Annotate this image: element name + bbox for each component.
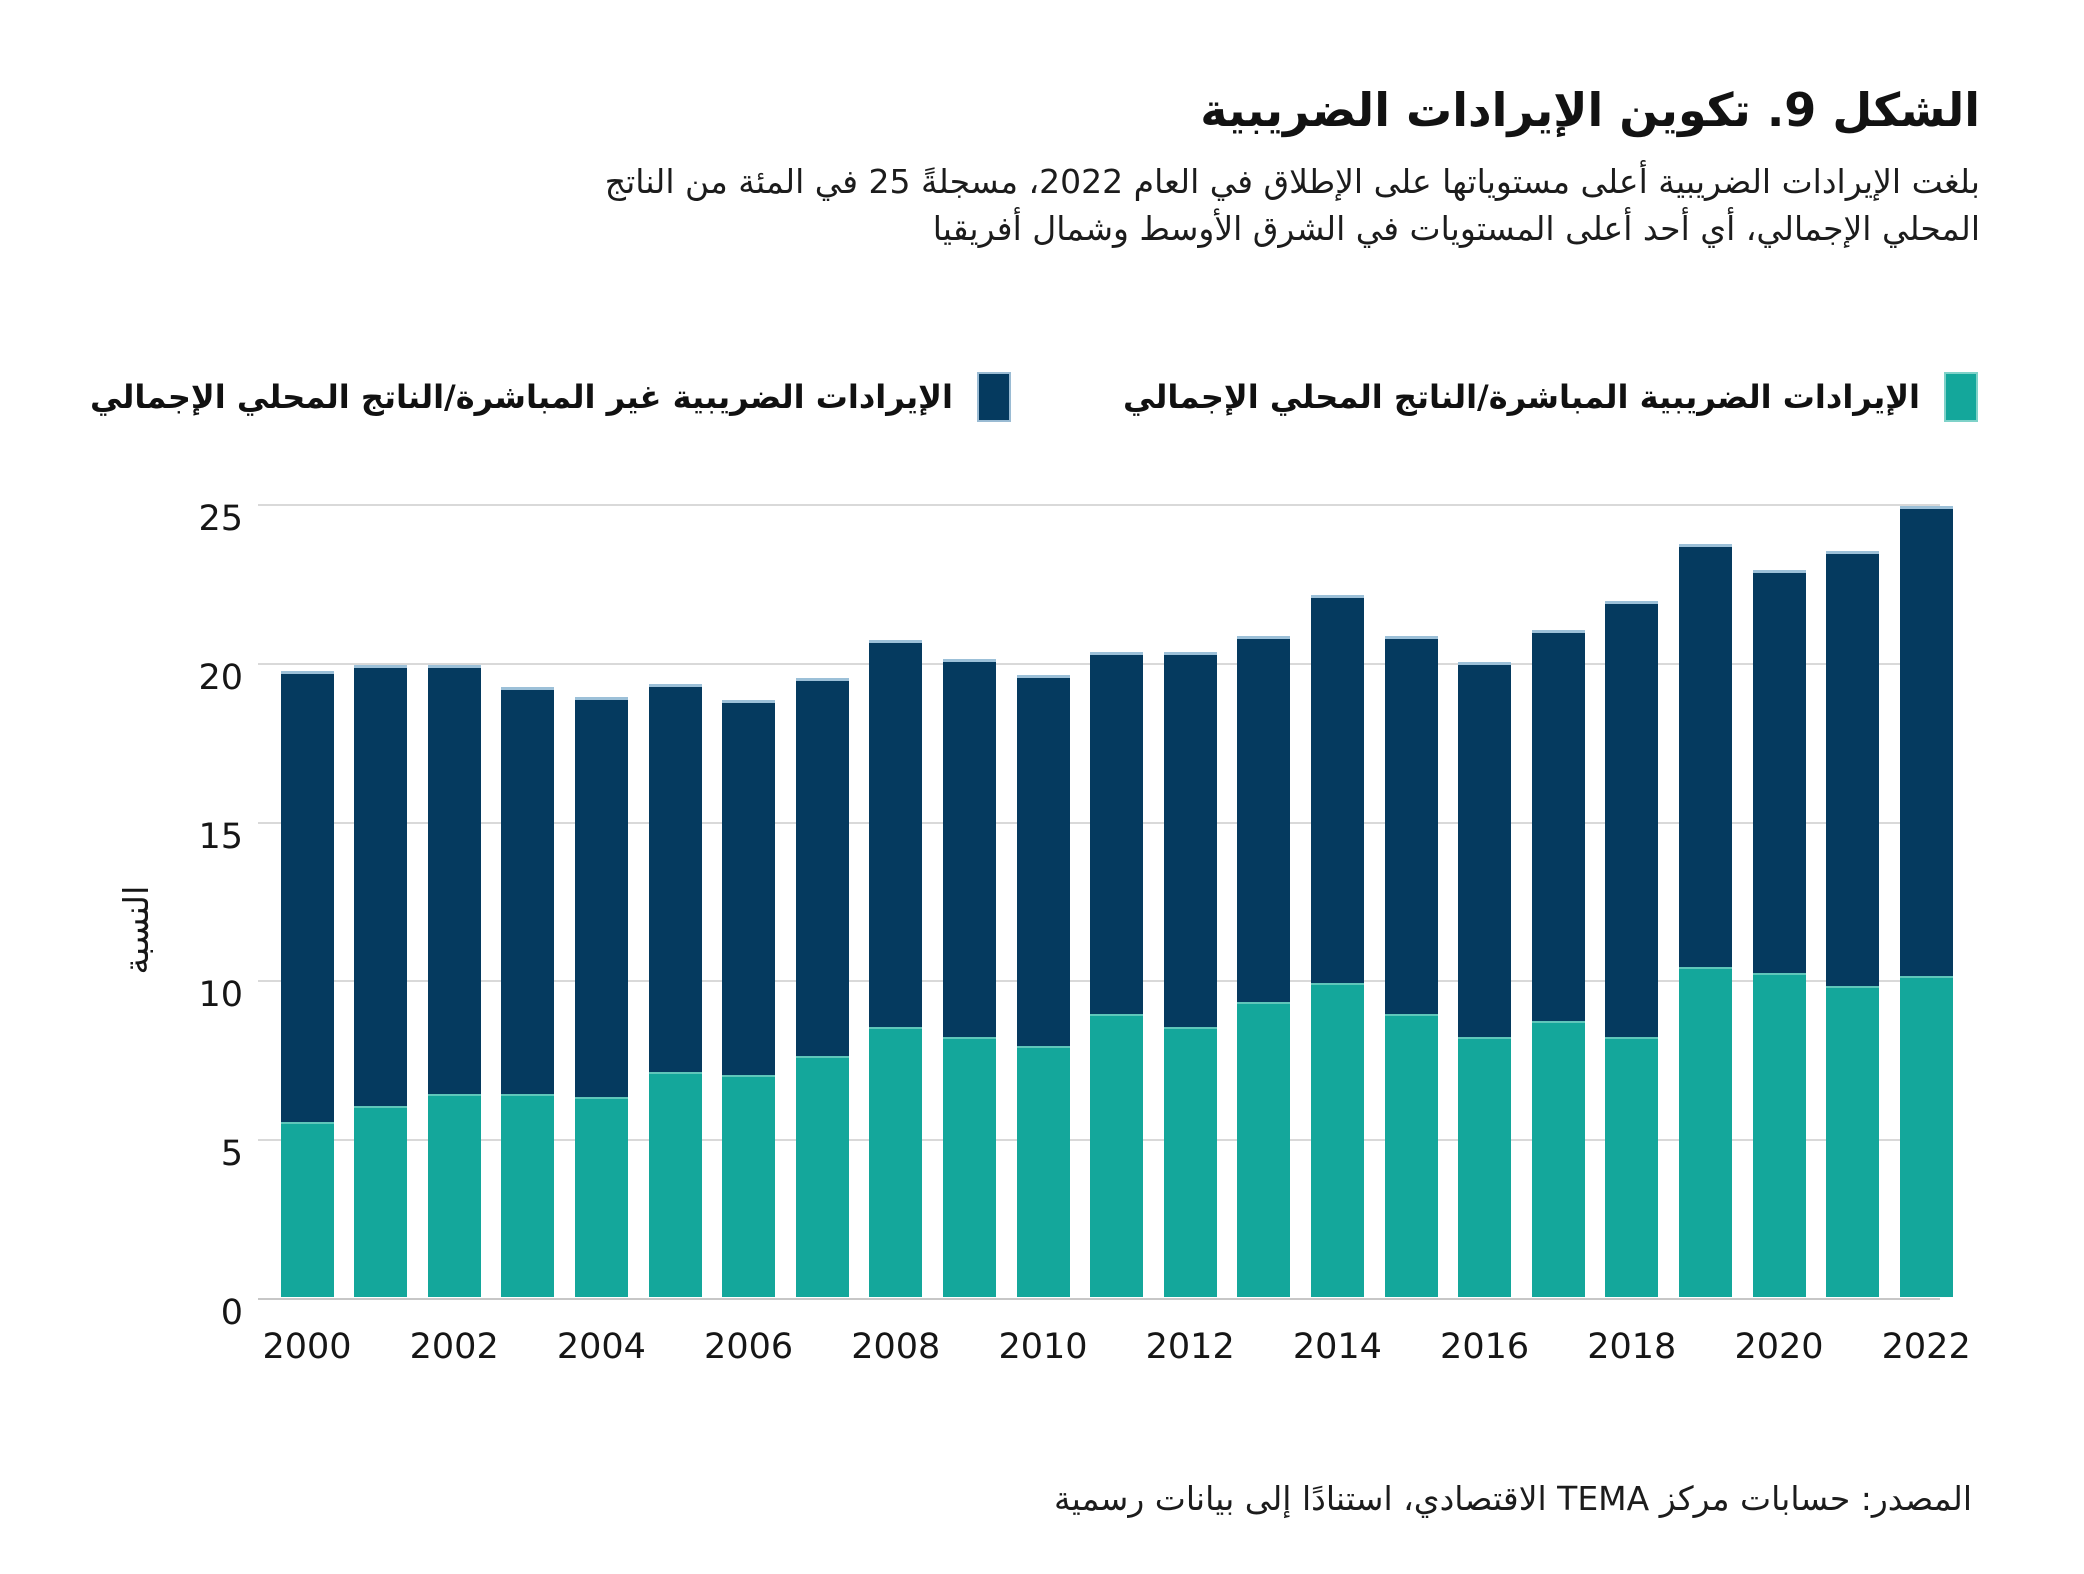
y-tick-10: 10 (198, 975, 243, 1016)
bar-2000 (281, 671, 334, 1297)
bar-2019-indirect-segment (1679, 544, 1732, 966)
bar-2008-direct-segment (869, 1027, 922, 1297)
bar-2003-direct-segment (501, 1094, 554, 1297)
bar-2018 (1605, 601, 1658, 1297)
legend-label-direct: الإيرادات الضريبية المباشرة/الناتج المحلي الإجمالي (1122, 378, 1920, 416)
gridline-25 (258, 504, 1940, 506)
bar-2010-indirect-segment (1017, 675, 1070, 1047)
stacked-bar-plot-area (117, 499, 1971, 1367)
bar-2005-direct-segment (649, 1072, 702, 1297)
bar-2014 (1311, 595, 1364, 1297)
figure-subtitle-line-1: بلغت الإيرادات الضريبية أعلى مستوياتها على الإطلاق في العام 2022، مسجلةً 25 في المئة من الناتج (604, 162, 1980, 201)
x-tick-2022: 2022 (1881, 1327, 1971, 1367)
bar-2000-indirect-segment (281, 671, 334, 1122)
bar-2003-indirect-segment (501, 687, 554, 1094)
bar-2018-indirect-segment (1605, 601, 1658, 1036)
bar-2002-direct-segment (428, 1094, 481, 1297)
bar-2011 (1090, 652, 1143, 1297)
bar-2013-direct-segment (1237, 1002, 1290, 1297)
gridline-0 (258, 1298, 1940, 1300)
x-tick-2012: 2012 (1145, 1327, 1235, 1367)
bar-2011-direct-segment (1090, 1014, 1143, 1297)
bar-2010 (1017, 675, 1070, 1297)
y-axis-title: النسبة (117, 885, 157, 975)
x-tick-2014: 2014 (1292, 1327, 1382, 1367)
x-tick-2002: 2002 (409, 1327, 499, 1367)
bar-2006 (722, 700, 775, 1297)
bar-2008-indirect-segment (869, 640, 922, 1027)
x-tick-2000: 2000 (262, 1327, 352, 1367)
bar-2014-indirect-segment (1311, 595, 1364, 982)
bar-2014-direct-segment (1311, 983, 1364, 1297)
source-note: المصدر: حسابات مركز TEMA الاقتصادي، استنادًا إلى بيانات رسمية (1053, 1479, 1972, 1518)
bar-2015-direct-segment (1385, 1014, 1438, 1297)
bar-2007-indirect-segment (796, 678, 849, 1056)
figure-subtitle-line-2: المحلي الإجمالي، أي أحد أعلى المستويات في الشرق الأوسط وشمال أفريقيا (932, 209, 1980, 248)
figure-title: الشكل 9. تكوين الإيرادات الضريبية (1200, 82, 1980, 137)
direct-series-swatch-icon (1944, 372, 1978, 422)
bar-2015-indirect-segment (1385, 636, 1438, 1014)
bar-2017-indirect-segment (1532, 630, 1585, 1021)
bar-2010-direct-segment (1017, 1046, 1070, 1297)
bar-2017 (1532, 630, 1585, 1297)
y-tick-20: 20 (198, 657, 243, 698)
bar-2021 (1826, 551, 1879, 1297)
bar-2007 (796, 678, 849, 1297)
bar-2020 (1753, 570, 1806, 1297)
x-tick-2018: 2018 (1587, 1327, 1677, 1367)
bar-2004 (575, 697, 628, 1297)
bar-2016-direct-segment (1458, 1037, 1511, 1297)
x-tick-2016: 2016 (1440, 1327, 1530, 1367)
bar-2002-indirect-segment (428, 665, 481, 1094)
x-tick-2004: 2004 (556, 1327, 646, 1367)
bar-2003 (501, 687, 554, 1297)
x-tick-2020: 2020 (1734, 1327, 1824, 1367)
bar-2004-indirect-segment (575, 697, 628, 1097)
bar-2017-direct-segment (1532, 1021, 1585, 1297)
bar-2022-direct-segment (1900, 976, 1953, 1297)
bar-2006-direct-segment (722, 1075, 775, 1297)
y-tick-0: 0 (220, 1293, 243, 1333)
bar-2018-direct-segment (1605, 1037, 1658, 1297)
indirect-series-swatch-icon (977, 372, 1011, 422)
bar-2000-direct-segment (281, 1122, 334, 1297)
x-tick-2008: 2008 (851, 1327, 941, 1367)
bar-2005 (649, 684, 702, 1297)
bar-2002 (428, 665, 481, 1297)
bar-2019 (1679, 544, 1732, 1297)
bar-2020-direct-segment (1753, 973, 1806, 1297)
figure-subtitle (90, 158, 1980, 252)
bar-2021-direct-segment (1826, 986, 1879, 1297)
bar-2020-indirect-segment (1753, 570, 1806, 973)
legend-item-direct (1123, 372, 1978, 422)
bar-2013-indirect-segment (1237, 636, 1290, 1001)
bar-2004-direct-segment (575, 1097, 628, 1297)
bar-2008 (869, 640, 922, 1297)
bar-2009-direct-segment (943, 1037, 996, 1297)
bar-2001-indirect-segment (354, 665, 407, 1106)
y-tick-15: 15 (198, 816, 243, 857)
bar-2012 (1164, 652, 1217, 1297)
bar-2012-direct-segment (1164, 1027, 1217, 1297)
y-tick-25: 25 (198, 499, 243, 539)
bar-2016 (1458, 662, 1511, 1297)
bar-2013 (1237, 636, 1290, 1297)
bar-2007-direct-segment (796, 1056, 849, 1297)
y-tick-5: 5 (220, 1134, 243, 1175)
x-tick-2010: 2010 (998, 1327, 1088, 1367)
legend-item-indirect (90, 372, 1011, 422)
bar-2022 (1900, 506, 1953, 1297)
bar-2011-indirect-segment (1090, 652, 1143, 1014)
legend-label-indirect: الإيرادات الضريبية غير المباشرة/الناتج المحلي الإجمالي (89, 378, 953, 416)
bar-2005-indirect-segment (649, 684, 702, 1071)
chart-legend (40, 366, 1978, 428)
x-tick-2006: 2006 (704, 1327, 794, 1367)
bar-2022-indirect-segment (1900, 506, 1953, 976)
bar-2001 (354, 665, 407, 1297)
bar-2015 (1385, 636, 1438, 1297)
bar-2001-direct-segment (354, 1106, 407, 1297)
bar-2016-indirect-segment (1458, 662, 1511, 1037)
bar-2019-direct-segment (1679, 967, 1732, 1297)
bar-2021-indirect-segment (1826, 551, 1879, 986)
bar-2009 (943, 659, 996, 1297)
bar-2012-indirect-segment (1164, 652, 1217, 1027)
bar-2009-indirect-segment (943, 659, 996, 1037)
bar-2006-indirect-segment (722, 700, 775, 1075)
